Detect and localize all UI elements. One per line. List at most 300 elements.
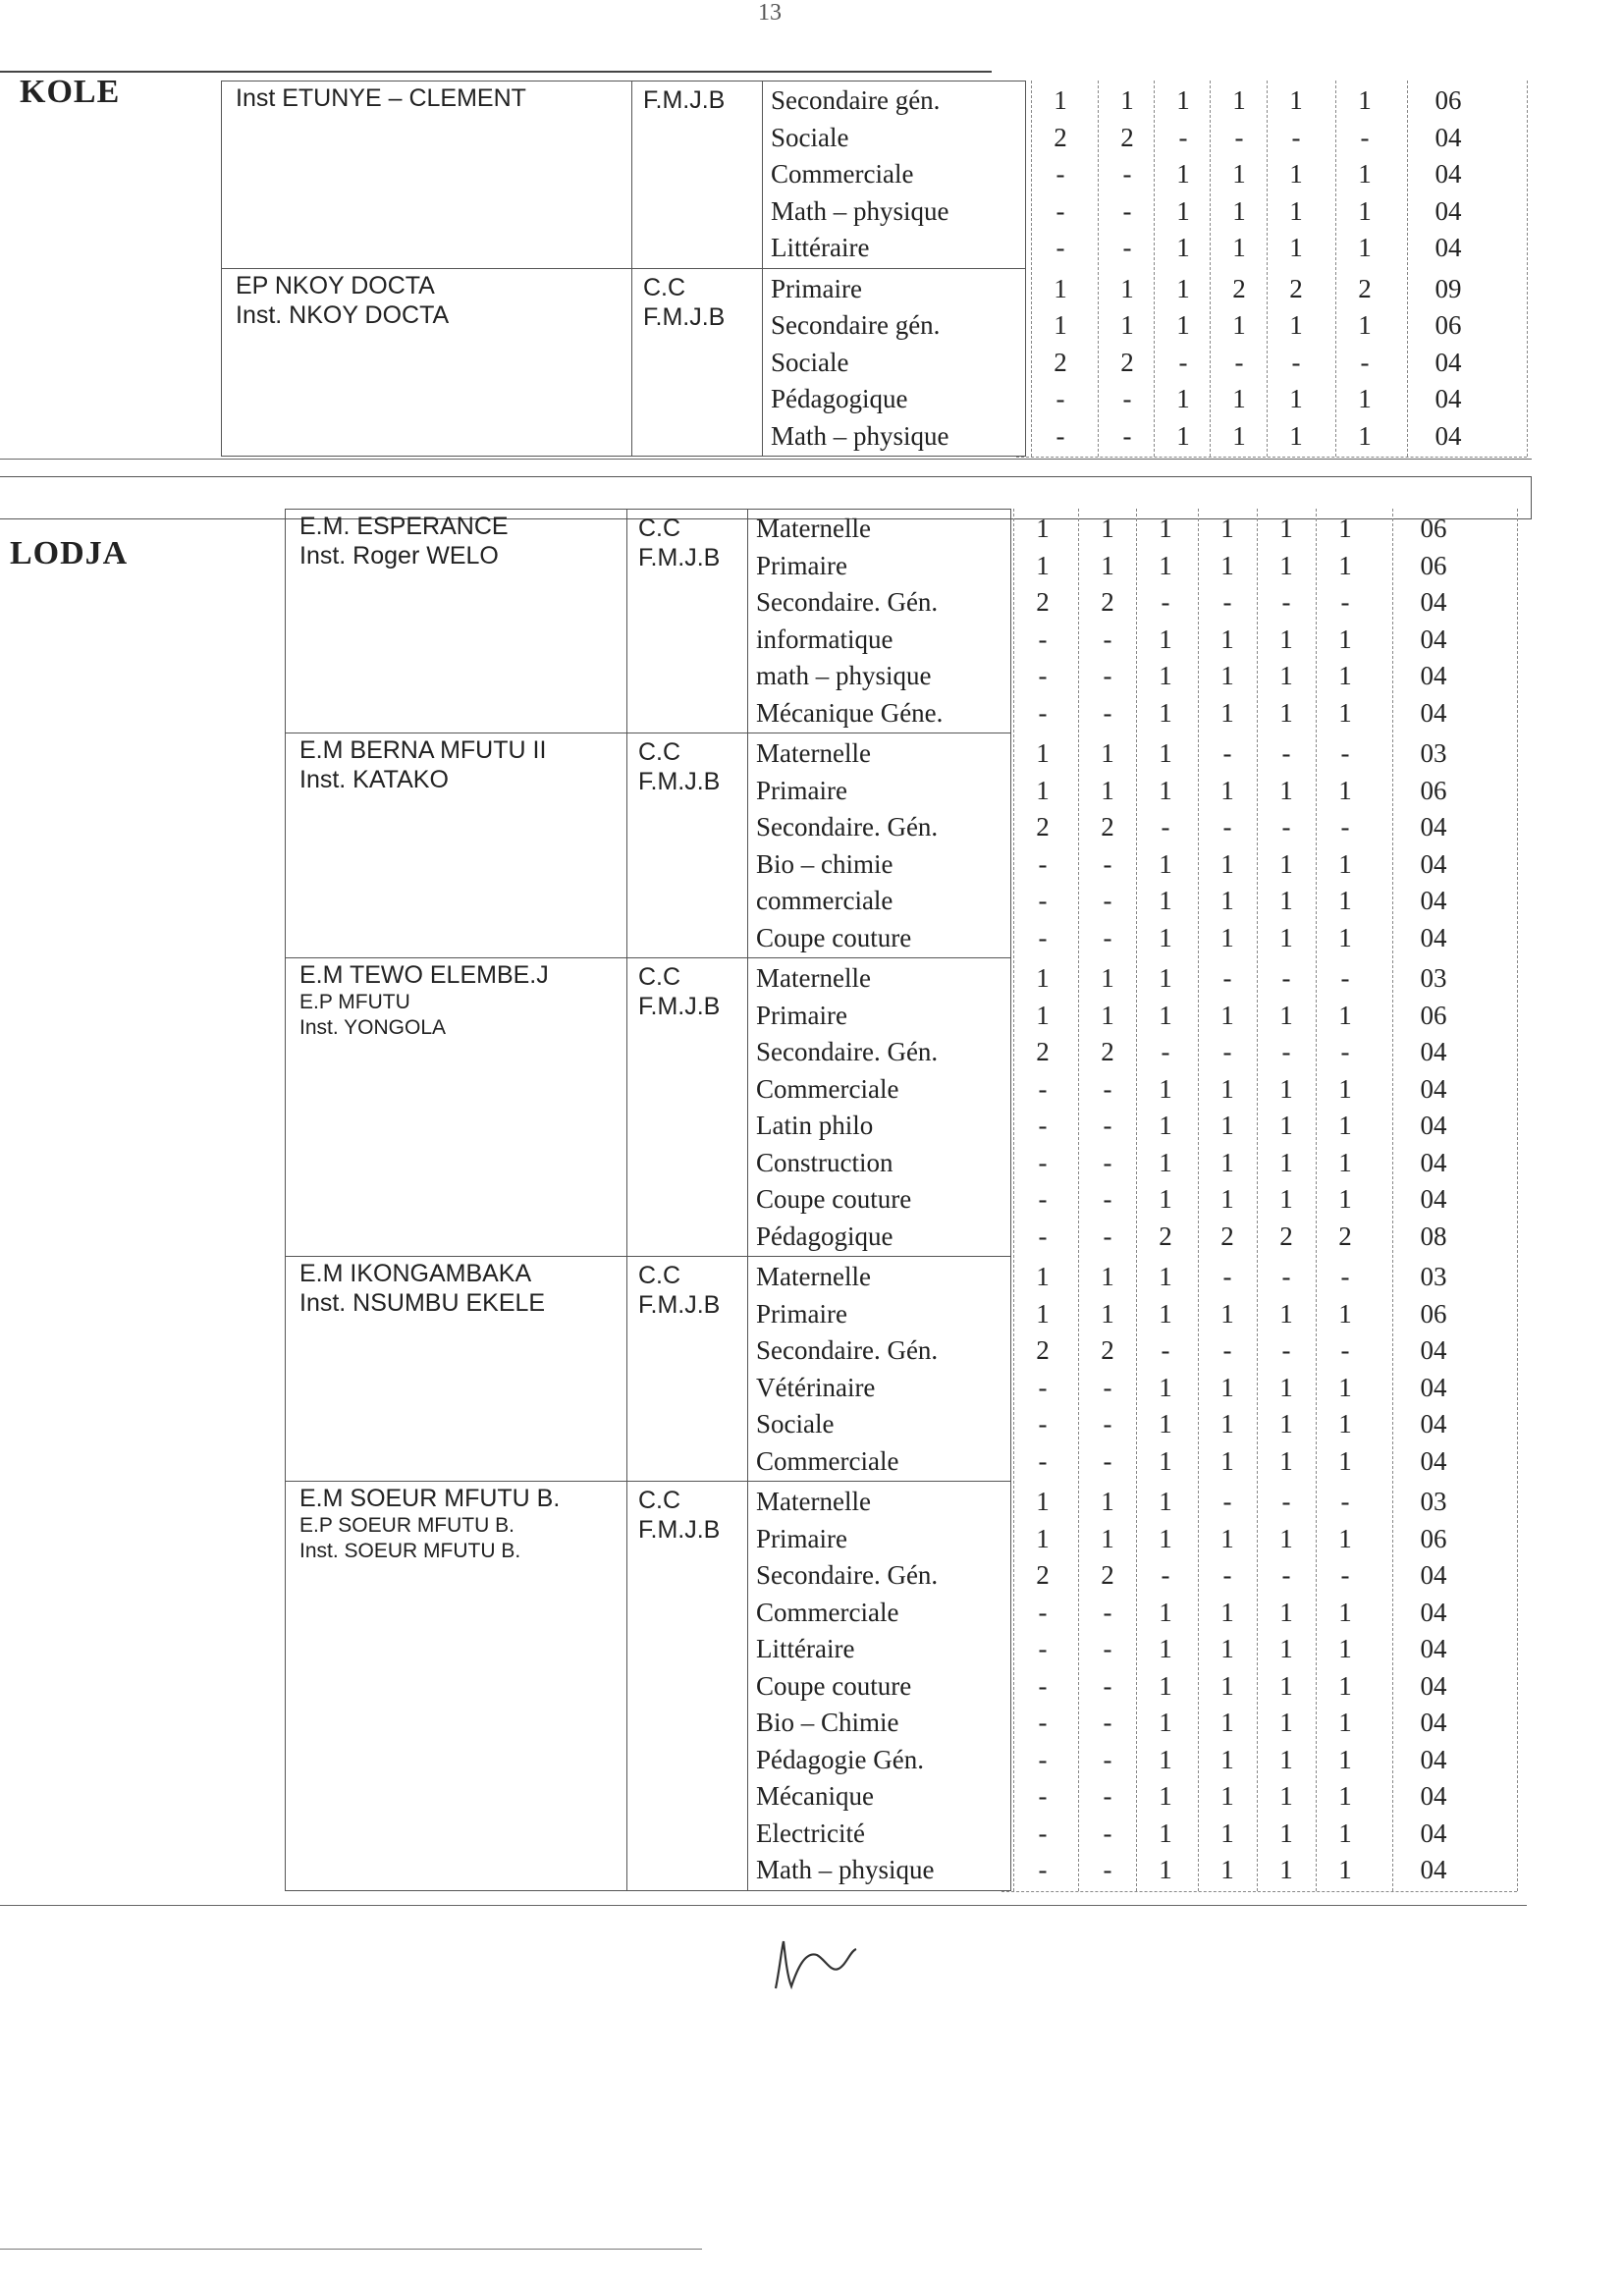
class-count-cell: 1 bbox=[1220, 1147, 1234, 1177]
class-count-cell: 1 bbox=[1220, 550, 1234, 580]
class-count-cell: 1 bbox=[1159, 1073, 1172, 1104]
class-count-cell: 1 bbox=[1054, 310, 1067, 340]
class-count-cell: - bbox=[1340, 812, 1350, 841]
status-line: C.C bbox=[638, 738, 681, 766]
school-names bbox=[299, 960, 549, 1041]
class-count-cell: 1 bbox=[1036, 775, 1050, 805]
school-name-line: Inst. NSUMBU EKELE bbox=[299, 1289, 546, 1317]
school-block bbox=[285, 1257, 1011, 1482]
class-count-cell: 1 bbox=[1220, 1781, 1234, 1811]
class-count-cell: - bbox=[1038, 1855, 1048, 1884]
subject-cell: Maternelle bbox=[756, 738, 871, 768]
total-cell: 04 bbox=[1420, 1634, 1447, 1663]
subject-cell: Vétérinaire bbox=[756, 1372, 876, 1402]
class-count-cell: 2 bbox=[1101, 587, 1114, 617]
subject-cell: Littéraire bbox=[756, 1634, 855, 1663]
class-count-cell: 1 bbox=[1220, 624, 1234, 654]
class-count-cell: - bbox=[1222, 1262, 1232, 1291]
class-count-cell: 1 bbox=[1120, 273, 1134, 303]
school-names bbox=[299, 735, 546, 794]
class-count-cell: - bbox=[1056, 420, 1065, 451]
class-count-cell: 1 bbox=[1279, 1523, 1293, 1553]
status-line: C.C bbox=[638, 963, 681, 991]
class-count-cell: 1 bbox=[1036, 1000, 1050, 1030]
total-cell: 09 bbox=[1435, 273, 1462, 303]
value-column-guide bbox=[1136, 509, 1137, 1891]
class-count-cell: 1 bbox=[1101, 514, 1114, 543]
class-count-cell: 1 bbox=[1338, 514, 1352, 543]
class-count-cell: - bbox=[1103, 1597, 1112, 1627]
value-column-guide bbox=[1527, 81, 1528, 457]
class-count-cell: 2 bbox=[1279, 1221, 1293, 1251]
class-count-cell: 1 bbox=[1338, 848, 1352, 879]
column-divider bbox=[626, 510, 627, 733]
column-divider bbox=[747, 1257, 748, 1481]
class-count-cell: 1 bbox=[1279, 1597, 1293, 1627]
class-count-cell: - bbox=[1103, 1372, 1112, 1402]
class-count-cell: 1 bbox=[1289, 159, 1303, 189]
class-count-cell: 1 bbox=[1338, 1298, 1352, 1329]
class-count-cell: 1 bbox=[1159, 1670, 1172, 1701]
class-count-cell: 1 bbox=[1101, 963, 1114, 993]
school-names bbox=[299, 512, 509, 570]
class-count-cell: 2 bbox=[1232, 273, 1246, 303]
class-count-cell: - bbox=[1122, 384, 1132, 413]
class-count-cell: - bbox=[1222, 1335, 1232, 1365]
class-count-cell: 1 bbox=[1338, 1073, 1352, 1104]
value-column-guide bbox=[1013, 509, 1014, 1891]
class-count-cell: 1 bbox=[1220, 1111, 1234, 1140]
value-column-guide bbox=[1267, 81, 1268, 457]
subject-cell: Secondaire gén. bbox=[771, 310, 941, 340]
class-count-cell: 1 bbox=[1159, 1409, 1172, 1439]
class-count-cell: 1 bbox=[1289, 310, 1303, 340]
class-count-cell: 1 bbox=[1358, 85, 1372, 115]
total-cell: 04 bbox=[1420, 1560, 1447, 1590]
value-column-guide bbox=[1210, 81, 1211, 457]
class-count-cell: - bbox=[1038, 1781, 1048, 1811]
class-count-cell: - bbox=[1038, 1147, 1048, 1177]
subject-cell: Mécanique bbox=[756, 1781, 874, 1811]
class-count-cell: - bbox=[1161, 1560, 1170, 1590]
subject-cell: Electricité bbox=[756, 1818, 865, 1848]
class-count-cell: - bbox=[1103, 1073, 1112, 1104]
subject-cell: Coupe couture bbox=[756, 922, 912, 952]
management-status bbox=[643, 85, 725, 115]
class-count-cell: 1 bbox=[1036, 738, 1050, 768]
total-cell: 03 bbox=[1420, 1487, 1447, 1516]
total-cell: 04 bbox=[1420, 697, 1447, 728]
subject-cell: Math – physique bbox=[771, 420, 949, 451]
total-cell: 06 bbox=[1420, 1523, 1447, 1553]
value-column-guide bbox=[1392, 509, 1393, 1891]
class-count-cell: 1 bbox=[1220, 697, 1234, 728]
class-count-cell: 1 bbox=[1159, 1147, 1172, 1177]
class-count-cell: 1 bbox=[1232, 85, 1246, 115]
class-count-cell: 2 bbox=[1036, 1560, 1050, 1590]
class-count-cell: - bbox=[1038, 922, 1048, 952]
subject-cell: Primaire bbox=[756, 1298, 847, 1329]
class-count-cell: 1 bbox=[1176, 85, 1190, 115]
school-names bbox=[299, 1484, 560, 1564]
class-count-cell: - bbox=[1038, 1409, 1048, 1439]
status-line: F.M.J.B bbox=[638, 993, 721, 1020]
class-count-cell: 1 bbox=[1279, 1708, 1293, 1737]
class-count-cell: - bbox=[1122, 159, 1132, 189]
total-cell: 04 bbox=[1420, 1037, 1447, 1066]
class-count-cell: - bbox=[1038, 1221, 1048, 1251]
class-count-cell: 1 bbox=[1279, 661, 1293, 690]
total-cell: 03 bbox=[1420, 1262, 1447, 1291]
class-count-cell: 1 bbox=[1338, 1000, 1352, 1030]
total-cell: 06 bbox=[1420, 550, 1447, 580]
subject-cell: Latin philo bbox=[756, 1111, 874, 1140]
class-count-cell: 1 bbox=[1036, 1487, 1050, 1516]
subject-cell: Commerciale bbox=[756, 1073, 899, 1104]
column-divider bbox=[626, 958, 627, 1256]
class-count-cell: - bbox=[1038, 624, 1048, 654]
class-count-cell: 1 bbox=[1101, 1000, 1114, 1030]
class-count-cell: 1 bbox=[1279, 624, 1293, 654]
class-count-cell: 1 bbox=[1220, 848, 1234, 879]
class-count-cell: 1 bbox=[1220, 1000, 1234, 1030]
subject-cell: Pédagogique bbox=[771, 384, 908, 413]
class-count-cell: - bbox=[1281, 1487, 1291, 1516]
class-count-cell: 1 bbox=[1176, 310, 1190, 340]
class-count-cell: - bbox=[1038, 848, 1048, 879]
subject-cell: Mécanique Géne. bbox=[756, 697, 944, 728]
class-count-cell: - bbox=[1281, 1262, 1291, 1291]
total-cell: 04 bbox=[1435, 384, 1462, 413]
class-count-cell: - bbox=[1103, 1147, 1112, 1177]
subject-cell: Bio – Chimie bbox=[756, 1708, 899, 1737]
class-count-cell: 1 bbox=[1036, 550, 1050, 580]
class-count-cell: 1 bbox=[1338, 1597, 1352, 1627]
class-count-cell: 1 bbox=[1232, 159, 1246, 189]
value-column-guide bbox=[1031, 81, 1032, 457]
class-count-cell: 1 bbox=[1159, 1111, 1172, 1140]
class-count-cell: 2 bbox=[1101, 1560, 1114, 1590]
class-count-cell: - bbox=[1281, 812, 1291, 841]
section-rule bbox=[0, 1905, 1527, 1906]
subject-cell: Maternelle bbox=[756, 1262, 871, 1291]
class-count-cell: 1 bbox=[1279, 775, 1293, 805]
class-count-cell: - bbox=[1103, 661, 1112, 690]
class-count-cell: 1 bbox=[1279, 1855, 1293, 1884]
class-count-cell: - bbox=[1056, 233, 1065, 262]
class-count-cell: - bbox=[1103, 1184, 1112, 1214]
class-count-cell: 1 bbox=[1120, 85, 1134, 115]
value-column-guide bbox=[1335, 81, 1336, 457]
total-cell: 04 bbox=[1420, 1818, 1447, 1848]
subject-cell: commerciale bbox=[756, 886, 893, 915]
class-count-cell: 1 bbox=[1159, 922, 1172, 952]
class-count-cell: 1 bbox=[1338, 1855, 1352, 1884]
class-count-cell: - bbox=[1103, 922, 1112, 952]
subject-cell: Secondaire. Gén. bbox=[756, 587, 939, 617]
class-count-cell: - bbox=[1178, 347, 1188, 377]
class-count-cell: - bbox=[1222, 587, 1232, 617]
class-count-cell: 1 bbox=[1279, 1073, 1293, 1104]
class-count-cell: 1 bbox=[1358, 310, 1372, 340]
class-count-cell: - bbox=[1340, 1560, 1350, 1590]
total-cell: 06 bbox=[1435, 85, 1462, 115]
class-count-cell: 1 bbox=[1338, 697, 1352, 728]
class-count-cell: 1 bbox=[1159, 1000, 1172, 1030]
class-count-cell: - bbox=[1161, 1037, 1170, 1066]
class-count-cell: - bbox=[1103, 697, 1112, 728]
subject-cell: Primaire bbox=[756, 550, 847, 580]
class-count-cell: 1 bbox=[1159, 1597, 1172, 1627]
class-count-cell: - bbox=[1103, 1445, 1112, 1476]
class-count-cell: - bbox=[1291, 122, 1301, 152]
class-count-cell: 1 bbox=[1279, 514, 1293, 543]
total-cell: 04 bbox=[1420, 812, 1447, 841]
total-cell: 03 bbox=[1420, 963, 1447, 993]
value-column-guide bbox=[1098, 81, 1099, 457]
class-count-cell: 1 bbox=[1159, 1372, 1172, 1402]
class-count-cell: 1 bbox=[1176, 159, 1190, 189]
total-cell: 04 bbox=[1420, 1708, 1447, 1737]
class-count-cell: - bbox=[1340, 1487, 1350, 1516]
status-line: F.M.J.B bbox=[638, 544, 721, 571]
class-count-cell: 1 bbox=[1279, 1409, 1293, 1439]
subject-cell: Maternelle bbox=[756, 963, 871, 993]
class-count-cell: 1 bbox=[1358, 384, 1372, 413]
total-cell: 04 bbox=[1420, 587, 1447, 617]
class-count-cell: - bbox=[1340, 587, 1350, 617]
class-count-cell: 1 bbox=[1220, 1184, 1234, 1214]
value-column-guide bbox=[1517, 509, 1518, 1891]
class-count-cell: 1 bbox=[1232, 384, 1246, 413]
total-cell: 04 bbox=[1435, 122, 1462, 152]
region-label: KOLE bbox=[20, 74, 121, 110]
class-count-cell: 1 bbox=[1120, 310, 1134, 340]
class-count-cell: - bbox=[1038, 1744, 1048, 1774]
total-cell: 04 bbox=[1420, 1670, 1447, 1701]
status-line: F.M.J.B bbox=[643, 86, 726, 114]
class-count-cell: - bbox=[1038, 661, 1048, 690]
subject-cell: Secondaire. Gén. bbox=[756, 1037, 939, 1066]
handwritten-initials bbox=[766, 1929, 903, 2008]
class-count-cell: 1 bbox=[1159, 550, 1172, 580]
management-status bbox=[638, 1261, 720, 1320]
school-name-line: E.M IKONGAMBAKA bbox=[299, 1260, 532, 1287]
class-count-cell: 1 bbox=[1279, 1634, 1293, 1663]
school-names bbox=[299, 1259, 545, 1318]
class-count-cell: - bbox=[1103, 1708, 1112, 1737]
class-count-cell: - bbox=[1281, 738, 1291, 768]
class-count-cell: - bbox=[1103, 1634, 1112, 1663]
class-count-cell: - bbox=[1291, 347, 1301, 377]
class-count-cell: - bbox=[1178, 122, 1188, 152]
class-count-cell: 1 bbox=[1159, 1523, 1172, 1553]
column-divider bbox=[626, 733, 627, 957]
class-count-cell: - bbox=[1281, 1037, 1291, 1066]
class-count-cell: 1 bbox=[1054, 273, 1067, 303]
total-cell: 04 bbox=[1420, 1445, 1447, 1476]
class-count-cell: 1 bbox=[1220, 514, 1234, 543]
class-count-cell: 1 bbox=[1232, 195, 1246, 226]
total-cell: 04 bbox=[1420, 661, 1447, 690]
subject-cell: Commerciale bbox=[771, 159, 914, 189]
class-count-cell: 2 bbox=[1120, 347, 1134, 377]
subject-cell: Primaire bbox=[756, 1000, 847, 1030]
value-column-guide bbox=[1078, 509, 1079, 1891]
class-count-cell: 1 bbox=[1289, 85, 1303, 115]
class-count-cell: - bbox=[1222, 1037, 1232, 1066]
class-count-cell: - bbox=[1340, 963, 1350, 993]
value-area-bottom bbox=[1016, 457, 1527, 458]
subject-cell: Pédagogique bbox=[756, 1221, 893, 1251]
class-count-cell: 1 bbox=[1220, 922, 1234, 952]
management-status bbox=[638, 737, 720, 796]
class-count-cell: 1 bbox=[1159, 1298, 1172, 1329]
class-count-cell: - bbox=[1340, 1335, 1350, 1365]
subject-cell: math – physique bbox=[756, 661, 932, 690]
column-divider bbox=[747, 733, 748, 957]
total-cell: 04 bbox=[1420, 1409, 1447, 1439]
class-count-cell: 1 bbox=[1220, 1670, 1234, 1701]
subject-cell: Bio – chimie bbox=[756, 848, 893, 879]
class-count-cell: - bbox=[1234, 122, 1244, 152]
class-count-cell: - bbox=[1222, 812, 1232, 841]
management-status bbox=[638, 962, 720, 1021]
subject-cell: Sociale bbox=[756, 1409, 835, 1439]
class-count-cell: 2 bbox=[1289, 273, 1303, 303]
class-count-cell: 1 bbox=[1220, 775, 1234, 805]
value-column-guide bbox=[1257, 509, 1258, 1891]
class-count-cell: 1 bbox=[1338, 550, 1352, 580]
region-label: LODJA bbox=[10, 535, 129, 571]
total-cell: 08 bbox=[1420, 1221, 1447, 1251]
class-count-cell: 1 bbox=[1338, 624, 1352, 654]
class-count-cell: 1 bbox=[1220, 1744, 1234, 1774]
class-count-cell: 2 bbox=[1101, 1335, 1114, 1365]
class-count-cell: 1 bbox=[1220, 1634, 1234, 1663]
class-count-cell: 1 bbox=[1279, 1184, 1293, 1214]
class-count-cell: 1 bbox=[1289, 420, 1303, 451]
total-cell: 04 bbox=[1435, 195, 1462, 226]
class-count-cell: 1 bbox=[1159, 848, 1172, 879]
class-count-cell: 1 bbox=[1279, 922, 1293, 952]
subject-cell: Coupe couture bbox=[756, 1184, 912, 1214]
class-count-cell: - bbox=[1161, 587, 1170, 617]
column-divider bbox=[631, 81, 632, 268]
class-count-cell: 1 bbox=[1338, 1781, 1352, 1811]
value-column-guide bbox=[1407, 81, 1408, 457]
class-count-cell: 1 bbox=[1358, 159, 1372, 189]
status-line: C.C bbox=[638, 1487, 681, 1514]
class-count-cell: 1 bbox=[1279, 1818, 1293, 1848]
class-count-cell: 1 bbox=[1279, 1781, 1293, 1811]
class-count-cell: - bbox=[1360, 122, 1370, 152]
class-count-cell: 1 bbox=[1159, 775, 1172, 805]
column-divider bbox=[626, 1482, 627, 1890]
total-cell: 04 bbox=[1420, 1855, 1447, 1884]
class-count-cell: - bbox=[1103, 624, 1112, 654]
class-count-cell: 1 bbox=[1279, 697, 1293, 728]
school-name-line: Inst. SOEUR MFUTU B. bbox=[299, 1540, 521, 1562]
class-count-cell: - bbox=[1340, 738, 1350, 768]
class-count-cell: - bbox=[1161, 1335, 1170, 1365]
value-column-guide bbox=[1316, 509, 1317, 1891]
class-count-cell: 2 bbox=[1120, 122, 1134, 152]
subject-cell: Littéraire bbox=[771, 233, 870, 262]
class-count-cell: 1 bbox=[1159, 624, 1172, 654]
class-count-cell: 1 bbox=[1279, 1445, 1293, 1476]
total-cell: 06 bbox=[1420, 775, 1447, 805]
class-count-cell: 1 bbox=[1159, 1634, 1172, 1663]
class-count-cell: 1 bbox=[1159, 1818, 1172, 1848]
total-cell: 04 bbox=[1435, 159, 1462, 189]
status-line: F.M.J.B bbox=[638, 1291, 721, 1319]
class-count-cell: - bbox=[1222, 1487, 1232, 1516]
total-cell: 04 bbox=[1420, 922, 1447, 952]
class-count-cell: - bbox=[1103, 1855, 1112, 1884]
class-count-cell: 1 bbox=[1279, 1372, 1293, 1402]
class-count-cell: 1 bbox=[1054, 85, 1067, 115]
value-area-bottom bbox=[1001, 1891, 1517, 1892]
status-line: F.M.J.B bbox=[643, 302, 726, 331]
class-count-cell: 1 bbox=[1036, 514, 1050, 543]
class-count-cell: 1 bbox=[1338, 1708, 1352, 1737]
class-count-cell: - bbox=[1222, 963, 1232, 993]
total-cell: 04 bbox=[1420, 1335, 1447, 1365]
class-count-cell: 1 bbox=[1289, 384, 1303, 413]
school-names bbox=[236, 83, 526, 113]
class-count-cell: 1 bbox=[1289, 195, 1303, 226]
total-cell: 04 bbox=[1420, 1111, 1447, 1140]
class-count-cell: - bbox=[1103, 1818, 1112, 1848]
class-count-cell: 1 bbox=[1279, 1298, 1293, 1329]
class-count-cell: 1 bbox=[1220, 1409, 1234, 1439]
subject-cell: Maternelle bbox=[756, 514, 871, 543]
class-count-cell: 1 bbox=[1338, 1634, 1352, 1663]
class-count-cell: - bbox=[1360, 347, 1370, 377]
class-count-cell: - bbox=[1281, 1560, 1291, 1590]
class-count-cell: 2 bbox=[1159, 1221, 1172, 1251]
class-count-cell: 1 bbox=[1159, 661, 1172, 690]
subject-cell: Primaire bbox=[756, 1523, 847, 1553]
class-count-cell: 1 bbox=[1279, 848, 1293, 879]
class-count-cell: - bbox=[1222, 1560, 1232, 1590]
class-count-cell: 1 bbox=[1279, 1147, 1293, 1177]
class-count-cell: 1 bbox=[1176, 233, 1190, 262]
class-count-cell: 2 bbox=[1036, 587, 1050, 617]
class-count-cell: 1 bbox=[1338, 922, 1352, 952]
class-count-cell: - bbox=[1340, 1037, 1350, 1066]
class-count-cell: 2 bbox=[1101, 812, 1114, 841]
status-line: C.C bbox=[638, 515, 681, 542]
class-count-cell: - bbox=[1038, 1597, 1048, 1627]
total-cell: 04 bbox=[1435, 420, 1462, 451]
class-count-cell: - bbox=[1038, 886, 1048, 915]
school-name-line: E.P MFUTU bbox=[299, 991, 410, 1013]
class-count-cell: 2 bbox=[1358, 273, 1372, 303]
school-name-line: Inst. NKOY DOCTA bbox=[236, 300, 450, 329]
class-count-cell: - bbox=[1038, 1073, 1048, 1104]
class-count-cell: - bbox=[1340, 1262, 1350, 1291]
subject-cell: Primaire bbox=[771, 273, 862, 303]
class-count-cell: 1 bbox=[1159, 886, 1172, 915]
management-status bbox=[638, 1486, 720, 1545]
class-count-cell: - bbox=[1038, 1670, 1048, 1701]
class-count-cell: - bbox=[1103, 1409, 1112, 1439]
management-status bbox=[638, 514, 720, 572]
school-names bbox=[236, 271, 449, 330]
class-count-cell: 2 bbox=[1054, 122, 1067, 152]
